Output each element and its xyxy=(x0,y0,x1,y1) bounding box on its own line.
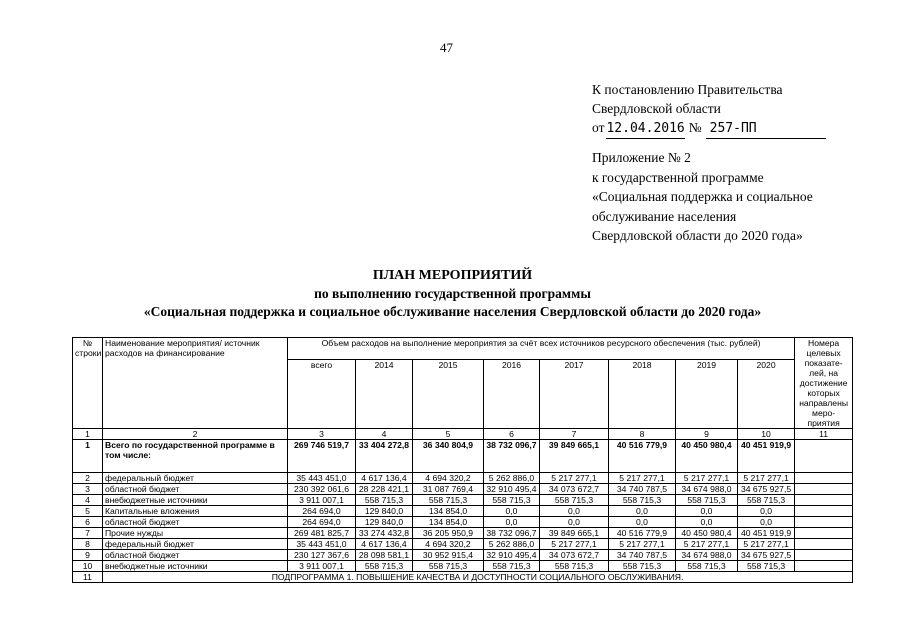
appendix-line-4: обслуживание населения xyxy=(592,208,737,224)
row-value: 34 740 787,5 xyxy=(609,484,676,495)
header-year-2017: 2017 xyxy=(540,360,609,429)
row-name: внебюджетные источники xyxy=(103,561,288,572)
row-name: Всего по государственной программе в том числе: xyxy=(103,440,288,473)
appendix-line-3: «Социальная поддержка и социальное xyxy=(592,189,813,204)
row-value: 5 217 277,1 xyxy=(738,539,795,550)
row-target xyxy=(795,484,853,495)
row-value: 5 217 277,1 xyxy=(676,473,738,484)
row-value: 0,0 xyxy=(540,506,609,517)
row-value: 0,0 xyxy=(484,517,540,528)
table-row xyxy=(73,484,853,495)
header-year-2020: 2020 xyxy=(738,360,795,429)
row-value: 31 087 769,4 xyxy=(413,484,484,495)
header-targets: Номера целевых показате- лей, на достижение которых направлены меро- приятия xyxy=(795,338,853,429)
table-row xyxy=(73,506,853,517)
subprogram-row xyxy=(73,572,853,583)
row-target xyxy=(795,517,853,528)
row-value: 40 450 980,4 xyxy=(676,528,738,539)
row-number: 4 xyxy=(73,495,103,506)
column-number: 9 xyxy=(676,429,738,440)
row-value: 5 262 886,0 xyxy=(484,473,540,484)
header-row-number: № строки xyxy=(73,338,103,429)
row-value: 0,0 xyxy=(540,517,609,528)
row-target xyxy=(795,473,853,484)
row-number: 1 xyxy=(73,440,103,473)
row-target xyxy=(795,550,853,561)
title-line-3: «Социальная поддержка и социальное обслуживание населения Свердловской области до 2020 года» xyxy=(143,304,762,319)
row-number: 3 xyxy=(73,484,103,495)
row-value: 34 073 672,7 xyxy=(540,550,609,561)
row-value: 5 262 886,0 xyxy=(484,539,540,550)
subprogram-title: ПОДПРОГРАММА 1. ПОВЫШЕНИЕ КАЧЕСТВА И ДОСТУПНОСТИ СОЦИАЛЬНОГО ОБСЛУЖИВАНИЯ. xyxy=(103,572,853,583)
column-number: 11 xyxy=(795,429,853,440)
row-value: 264 694,0 xyxy=(288,506,356,517)
row-value: 558 715,3 xyxy=(609,561,676,572)
row-target xyxy=(795,506,853,517)
row-value: 0,0 xyxy=(738,506,795,517)
row-value: 35 443 451,0 xyxy=(288,539,356,550)
row-value: 134 854,0 xyxy=(413,506,484,517)
column-number: 5 xyxy=(413,429,484,440)
row-value: 0,0 xyxy=(738,517,795,528)
row-value: 40 516 779,9 xyxy=(609,440,676,473)
row-name: федеральный бюджет xyxy=(103,473,288,484)
row-value: 0,0 xyxy=(676,517,738,528)
row-number: 6 xyxy=(73,517,103,528)
header-row-1 xyxy=(73,338,853,360)
row-value: 129 840,0 xyxy=(356,517,413,528)
row-target xyxy=(795,561,853,572)
row-number: 11 xyxy=(73,572,103,583)
row-value: 264 694,0 xyxy=(288,517,356,528)
column-number: 1 xyxy=(73,429,103,440)
row-number: 10 xyxy=(73,561,103,572)
row-value: 39 849 665,1 xyxy=(540,440,609,473)
row-value: 39 849 665,1 xyxy=(540,528,609,539)
row-value: 40 450 980,4 xyxy=(676,440,738,473)
header-volume: Объем расходов на выполнение мероприятия за счёт всех источников ресурсного обеспечения (тыс. рублей) xyxy=(288,338,795,360)
row-value: 32 910 495,4 xyxy=(484,484,540,495)
row-value: 558 715,3 xyxy=(738,495,795,506)
title-line-1: ПЛАН МЕРОПРИЯТИЙ xyxy=(372,268,533,283)
appendix-block xyxy=(592,148,813,246)
row-target xyxy=(795,495,853,506)
table-row xyxy=(73,495,853,506)
row-value: 558 715,3 xyxy=(356,561,413,572)
column-number: 7 xyxy=(540,429,609,440)
decree-number-label: № xyxy=(688,120,702,135)
row-name: областной бюджет xyxy=(103,517,288,528)
header-year-2018: 2018 xyxy=(609,360,676,429)
row-value: 0,0 xyxy=(676,506,738,517)
row-value: 230 127 367,6 xyxy=(288,550,356,561)
row-value: 4 694 320,2 xyxy=(413,539,484,550)
row-name: федеральный бюджет xyxy=(103,539,288,550)
table-row xyxy=(73,539,853,550)
column-numbers-row xyxy=(73,429,853,440)
title-line-2: по выполнению государственной программы xyxy=(314,286,591,301)
row-value: 0,0 xyxy=(609,506,676,517)
row-name: областной бюджет xyxy=(103,484,288,495)
row-value: 558 715,3 xyxy=(413,495,484,506)
row-value: 3 911 007,1 xyxy=(288,561,356,572)
decree-line-1: К постановлению Правительства xyxy=(592,82,783,97)
row-value: 558 715,3 xyxy=(540,561,609,572)
column-number: 8 xyxy=(609,429,676,440)
row-value: 5 217 277,1 xyxy=(540,473,609,484)
row-value: 5 217 277,1 xyxy=(676,539,738,550)
row-value: 33 404 272,8 xyxy=(356,440,413,473)
row-target xyxy=(795,528,853,539)
header-year-2014: 2014 xyxy=(356,360,413,429)
row-value: 4 617 136,4 xyxy=(356,539,413,550)
row-value: 38 732 096,7 xyxy=(484,440,540,473)
row-number: 5 xyxy=(73,506,103,517)
row-value: 28 098 581,1 xyxy=(356,550,413,561)
row-value: 4 617 136,4 xyxy=(356,473,413,484)
row-number: 2 xyxy=(73,473,103,484)
row-value: 35 443 451,0 xyxy=(288,473,356,484)
table-row xyxy=(73,528,853,539)
row-value: 4 694 320,2 xyxy=(413,473,484,484)
row-value: 36 205 950,9 xyxy=(413,528,484,539)
table-row xyxy=(73,473,853,484)
row-value: 0,0 xyxy=(609,517,676,528)
row-value: 30 952 915,4 xyxy=(413,550,484,561)
row-number: 9 xyxy=(73,550,103,561)
header-total: всего xyxy=(288,360,356,429)
header-year-2016: 2016 xyxy=(484,360,540,429)
decree-reference xyxy=(592,80,826,139)
table-row xyxy=(73,550,853,561)
header-year-2019: 2019 xyxy=(676,360,738,429)
row-value: 34 073 672,7 xyxy=(540,484,609,495)
row-value: 129 840,0 xyxy=(356,506,413,517)
row-value: 40 451 919,9 xyxy=(738,440,795,473)
decree-date-line xyxy=(592,118,826,139)
row-number: 8 xyxy=(73,539,103,550)
row-value: 40 516 779,9 xyxy=(609,528,676,539)
page-number: 47 xyxy=(440,40,453,55)
row-value: 34 674 988,0 xyxy=(676,550,738,561)
row-value: 230 392 061,6 xyxy=(288,484,356,495)
row-value: 558 715,3 xyxy=(738,561,795,572)
column-number: 2 xyxy=(103,429,288,440)
table-row xyxy=(73,440,853,473)
row-value: 32 910 495,4 xyxy=(484,550,540,561)
table-row xyxy=(73,561,853,572)
row-value: 33 274 432,8 xyxy=(356,528,413,539)
row-value: 5 217 277,1 xyxy=(540,539,609,550)
plan-table xyxy=(72,337,853,583)
decree-date: 12.04.2016 xyxy=(606,119,684,139)
column-number: 3 xyxy=(288,429,356,440)
column-number: 4 xyxy=(356,429,413,440)
row-name: областной бюджет xyxy=(103,550,288,561)
row-value: 5 217 277,1 xyxy=(609,539,676,550)
row-value: 34 675 927,5 xyxy=(738,484,795,495)
appendix-line-1: Приложение № 2 xyxy=(592,150,691,165)
row-value: 40 451 919,9 xyxy=(738,528,795,539)
row-target xyxy=(795,539,853,550)
row-value: 269 481 825,7 xyxy=(288,528,356,539)
row-value: 558 715,3 xyxy=(540,495,609,506)
appendix-line-2: к государственной программе xyxy=(592,169,764,185)
row-value: 5 217 277,1 xyxy=(609,473,676,484)
row-value: 36 340 804,9 xyxy=(413,440,484,473)
appendix-line-5: Свердловской области до 2020 года» xyxy=(592,228,803,243)
row-value: 558 715,3 xyxy=(609,495,676,506)
row-name: внебюджетные источники xyxy=(103,495,288,506)
decree-line-2: Свердловской области xyxy=(592,101,721,116)
row-value: 558 715,3 xyxy=(356,495,413,506)
row-value: 28 228 421,1 xyxy=(356,484,413,495)
row-name: Прочие нужды xyxy=(103,528,288,539)
decree-number: 257-ПП xyxy=(706,119,826,139)
row-name: Капитальные вложения xyxy=(103,506,288,517)
row-value: 558 715,3 xyxy=(484,561,540,572)
header-name: Наименование мероприятия/ источник расходов на финансирование xyxy=(103,338,288,429)
row-target xyxy=(795,440,853,473)
row-value: 134 854,0 xyxy=(413,517,484,528)
row-value: 3 911 007,1 xyxy=(288,495,356,506)
table-row xyxy=(73,517,853,528)
row-value: 38 732 096,7 xyxy=(484,528,540,539)
column-number: 10 xyxy=(738,429,795,440)
row-value: 34 740 787,5 xyxy=(609,550,676,561)
row-value: 269 746 519,7 xyxy=(288,440,356,473)
row-value: 34 675 927,5 xyxy=(738,550,795,561)
row-value: 0,0 xyxy=(484,506,540,517)
row-value: 558 715,3 xyxy=(676,495,738,506)
decree-date-prefix: от xyxy=(592,120,605,135)
header-year-2015: 2015 xyxy=(413,360,484,429)
document-title xyxy=(0,267,905,321)
row-value: 558 715,3 xyxy=(413,561,484,572)
row-number: 7 xyxy=(73,528,103,539)
row-value: 5 217 277,1 xyxy=(738,473,795,484)
column-number: 6 xyxy=(484,429,540,440)
row-value: 34 674 988,0 xyxy=(676,484,738,495)
row-value: 558 715,3 xyxy=(676,561,738,572)
row-value: 558 715,3 xyxy=(484,495,540,506)
